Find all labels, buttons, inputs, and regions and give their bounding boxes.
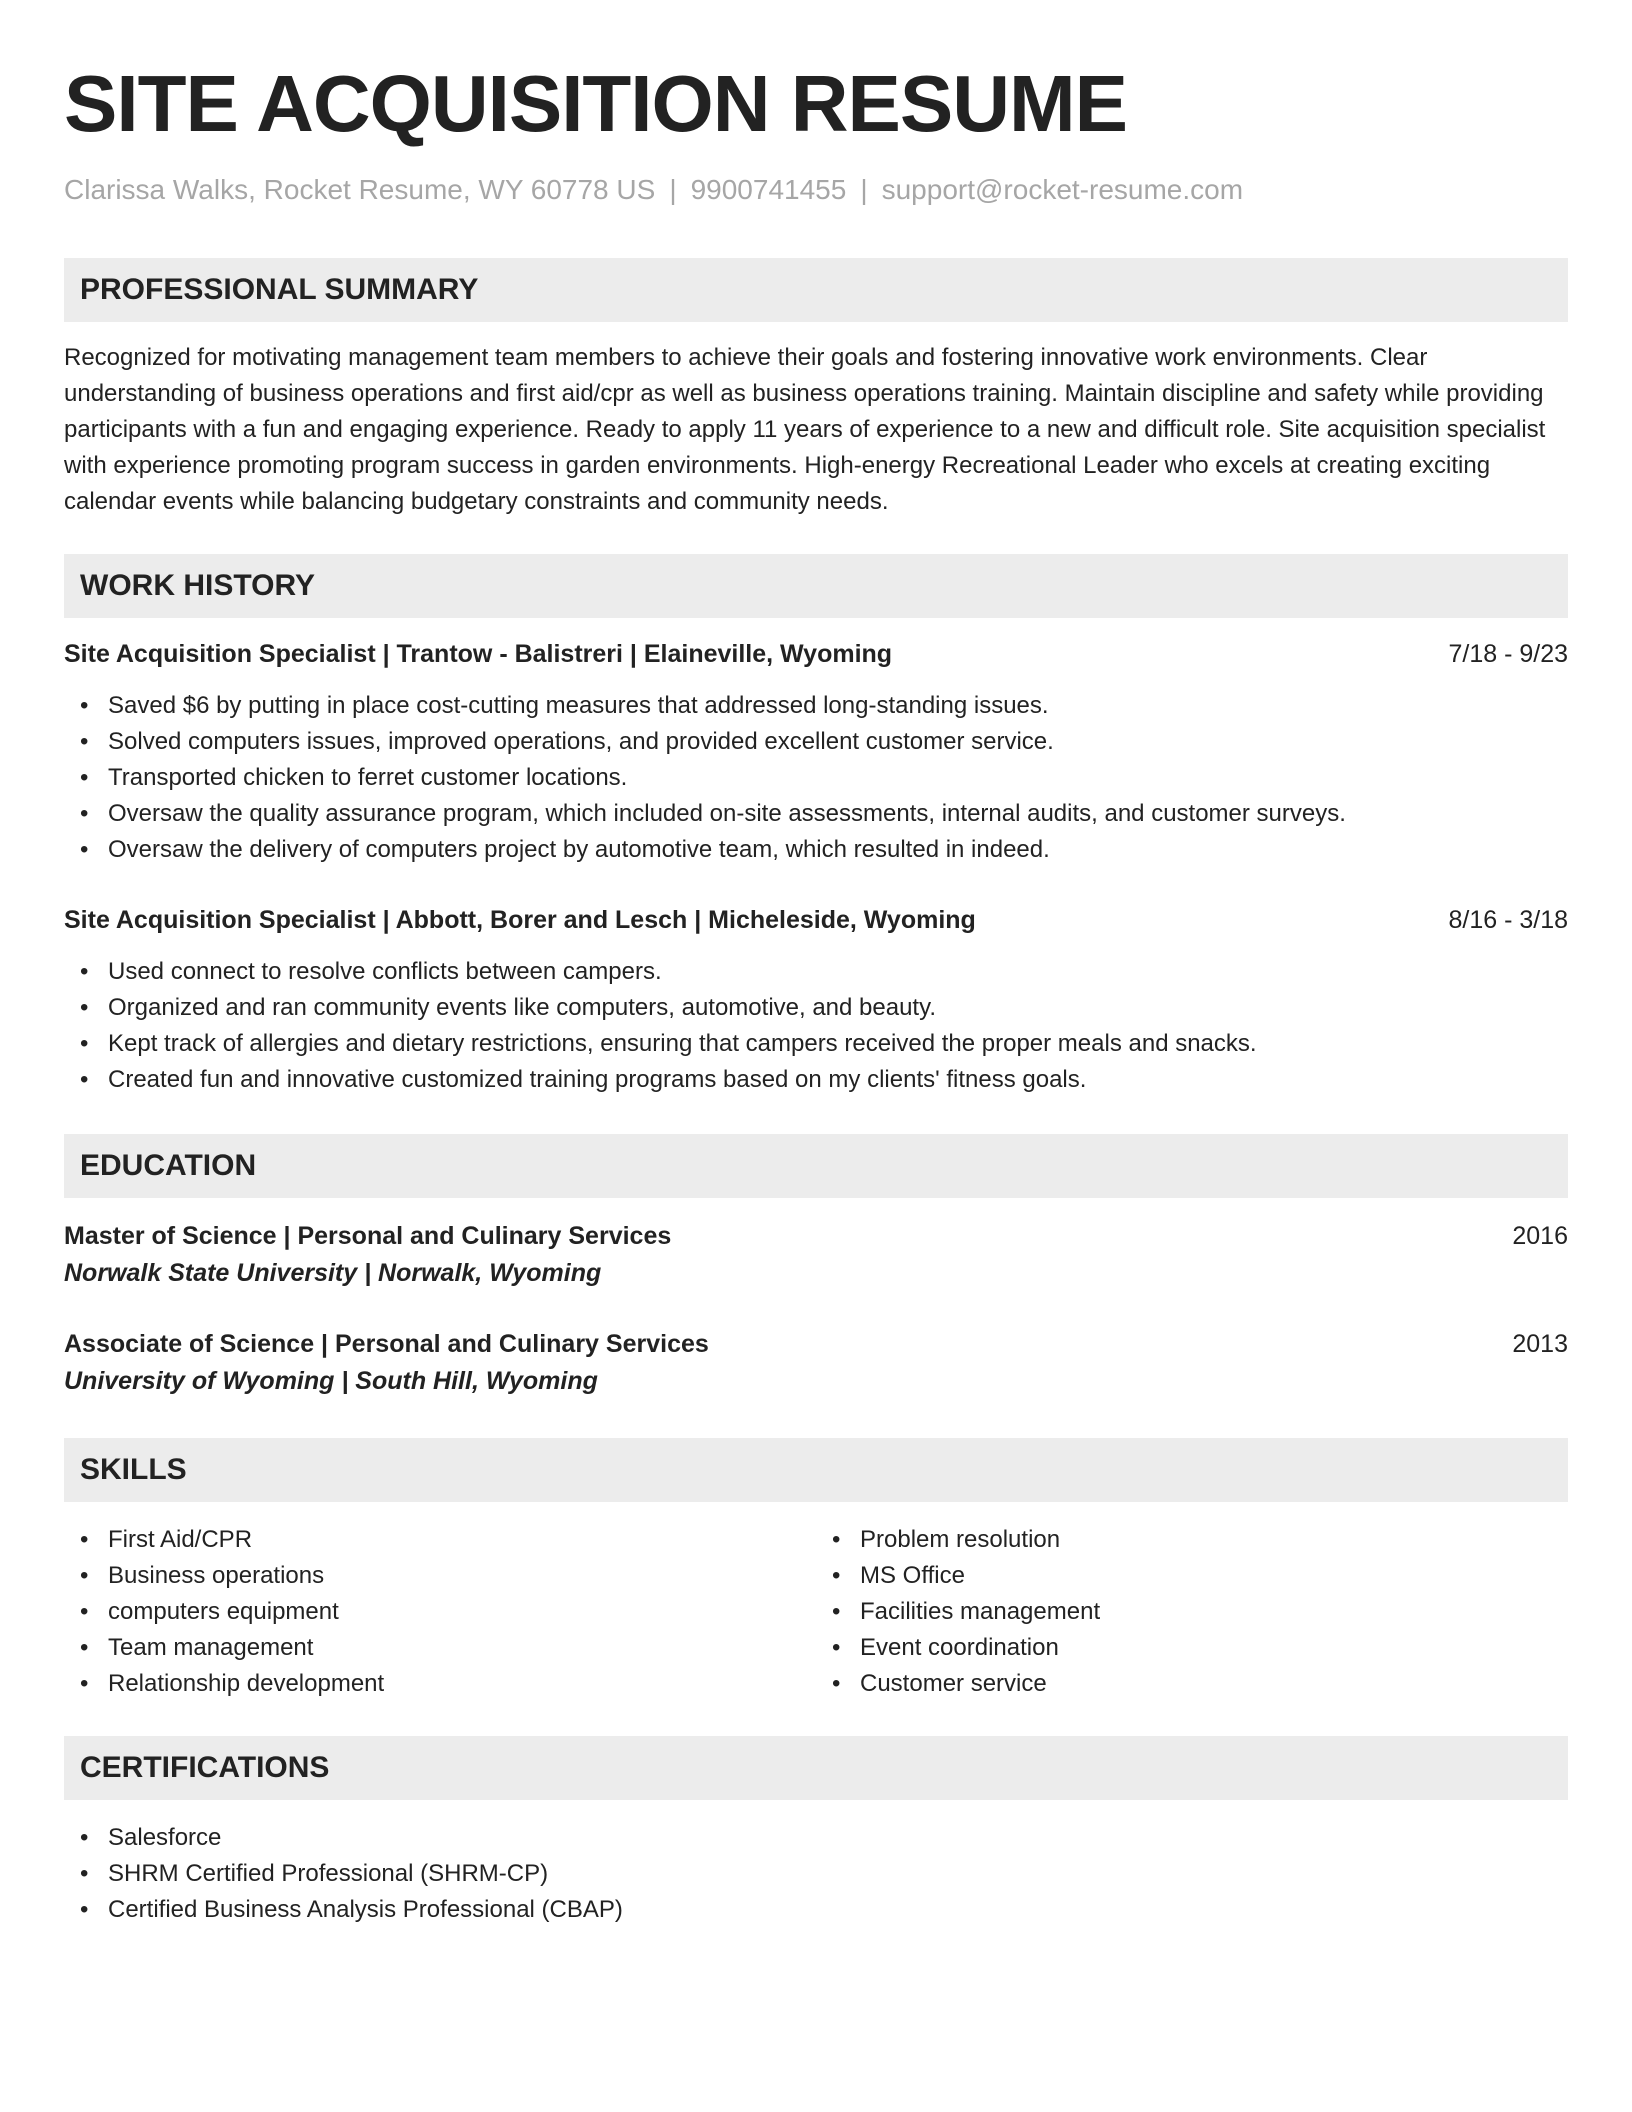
list-item: • Used connect to resolve conflicts between campers.: [108, 954, 1568, 990]
skill-item: • computers equipment: [108, 1594, 816, 1630]
skill-item: • Problem resolution: [860, 1522, 1568, 1558]
list-item: • Oversaw the quality assurance program, which included on-site assessments, internal audits, and customer surveys.: [108, 796, 1568, 832]
contact-separator: |: [860, 174, 868, 205]
job-bullets: [64, 954, 1568, 1098]
section-header-summary: PROFESSIONAL SUMMARY: [64, 258, 1568, 322]
contact-phone: 9900741455: [690, 174, 847, 205]
job-title: Site Acquisition Specialist | Trantow - Balistreri | Elaineville, Wyoming: [64, 640, 893, 668]
skill-item: • First Aid/CPR: [108, 1522, 816, 1558]
certifications-block: [64, 1820, 1568, 1928]
job-bullets: [64, 688, 1568, 868]
education-year: 2016: [1512, 1222, 1568, 1250]
school-name: University of Wyoming | South Hill, Wyoming: [64, 1367, 598, 1395]
job-dates: 8/16 - 3/18: [1448, 906, 1568, 934]
section-header-skills: SKILLS: [64, 1438, 1568, 1502]
degree-title: Associate of Science | Personal and Culinary Services: [64, 1330, 709, 1358]
skills-list-right: [816, 1522, 1568, 1702]
school-name: Norwalk State University | Norwalk, Wyoming: [64, 1259, 602, 1287]
list-item: • Solved computers issues, improved operations, and provided excellent customer service.: [108, 724, 1568, 760]
list-item: • Kept track of allergies and dietary restrictions, ensuring that campers received the proper meals and snacks.: [108, 1026, 1568, 1062]
list-item: • Transported chicken to ferret customer locations.: [108, 760, 1568, 796]
education-year: 2013: [1512, 1330, 1568, 1358]
certification-item: • Certified Business Analysis Professional (CBAP): [108, 1892, 1568, 1928]
contact-email[interactable]: support@rocket-resume.com: [881, 174, 1244, 205]
skill-item: • Customer service: [860, 1666, 1568, 1702]
summary-text: Recognized for motivating management team members to achieve their goals and fostering innovative work environments. Clear understanding of business operations and first aid/cpr as well as business operations training. Maintain discipline and safety while providing participants with a fun and engaging experience. Ready to apply 11 years of experience to a new and difficult role. Site acquisition specialist with experience promoting program success in garden environments. High-energy Recreational Leader who excels at creating exciting calendar events while balancing budgetary constraints and community needs.: [64, 344, 1546, 515]
skills-columns: [64, 1522, 1568, 1702]
degree-title: Master of Science | Personal and Culinary Services: [64, 1222, 672, 1250]
list-item: • Organized and ran community events like computers, automotive, and beauty.: [108, 990, 1568, 1026]
certification-item: • Salesforce: [108, 1820, 1568, 1856]
education-entry: [64, 1326, 1568, 1400]
certification-item: • SHRM Certified Professional (SHRM-CP): [108, 1856, 1568, 1892]
page-title: SITE ACQUISITION RESUME: [64, 59, 1128, 148]
list-item: • Oversaw the delivery of computers project by automotive team, which resulted in indeed.: [108, 832, 1568, 868]
certifications-list: [64, 1820, 1568, 1928]
contact-address: Clarissa Walks, Rocket Resume, WY 60778 US: [64, 174, 656, 205]
section-header-education: EDUCATION: [64, 1134, 1568, 1198]
education-entry: [64, 1218, 1568, 1292]
skill-item: • Business operations: [108, 1558, 816, 1594]
skill-item: • MS Office: [860, 1558, 1568, 1594]
list-item: • Saved $6 by putting in place cost-cutting measures that addressed long-standing issues.: [108, 688, 1568, 724]
job-dates: 7/18 - 9/23: [1448, 640, 1568, 668]
contact-line: [64, 172, 1568, 208]
job-entry: [64, 902, 1568, 1098]
section-header-certifications: CERTIFICATIONS: [64, 1736, 1568, 1800]
list-item: • Created fun and innovative customized training programs based on my clients' fitness goals.: [108, 1062, 1568, 1098]
skill-item: • Facilities management: [860, 1594, 1568, 1630]
section-header-work-history: WORK HISTORY: [64, 554, 1568, 618]
skill-item: • Relationship development: [108, 1666, 816, 1702]
job-title: Site Acquisition Specialist | Abbott, Borer and Lesch | Micheleside, Wyoming: [64, 906, 976, 934]
contact-separator: |: [669, 174, 677, 205]
job-entry: [64, 636, 1568, 868]
skill-item: • Event coordination: [860, 1630, 1568, 1666]
skill-item: • Team management: [108, 1630, 816, 1666]
skills-list-left: [64, 1522, 816, 1702]
